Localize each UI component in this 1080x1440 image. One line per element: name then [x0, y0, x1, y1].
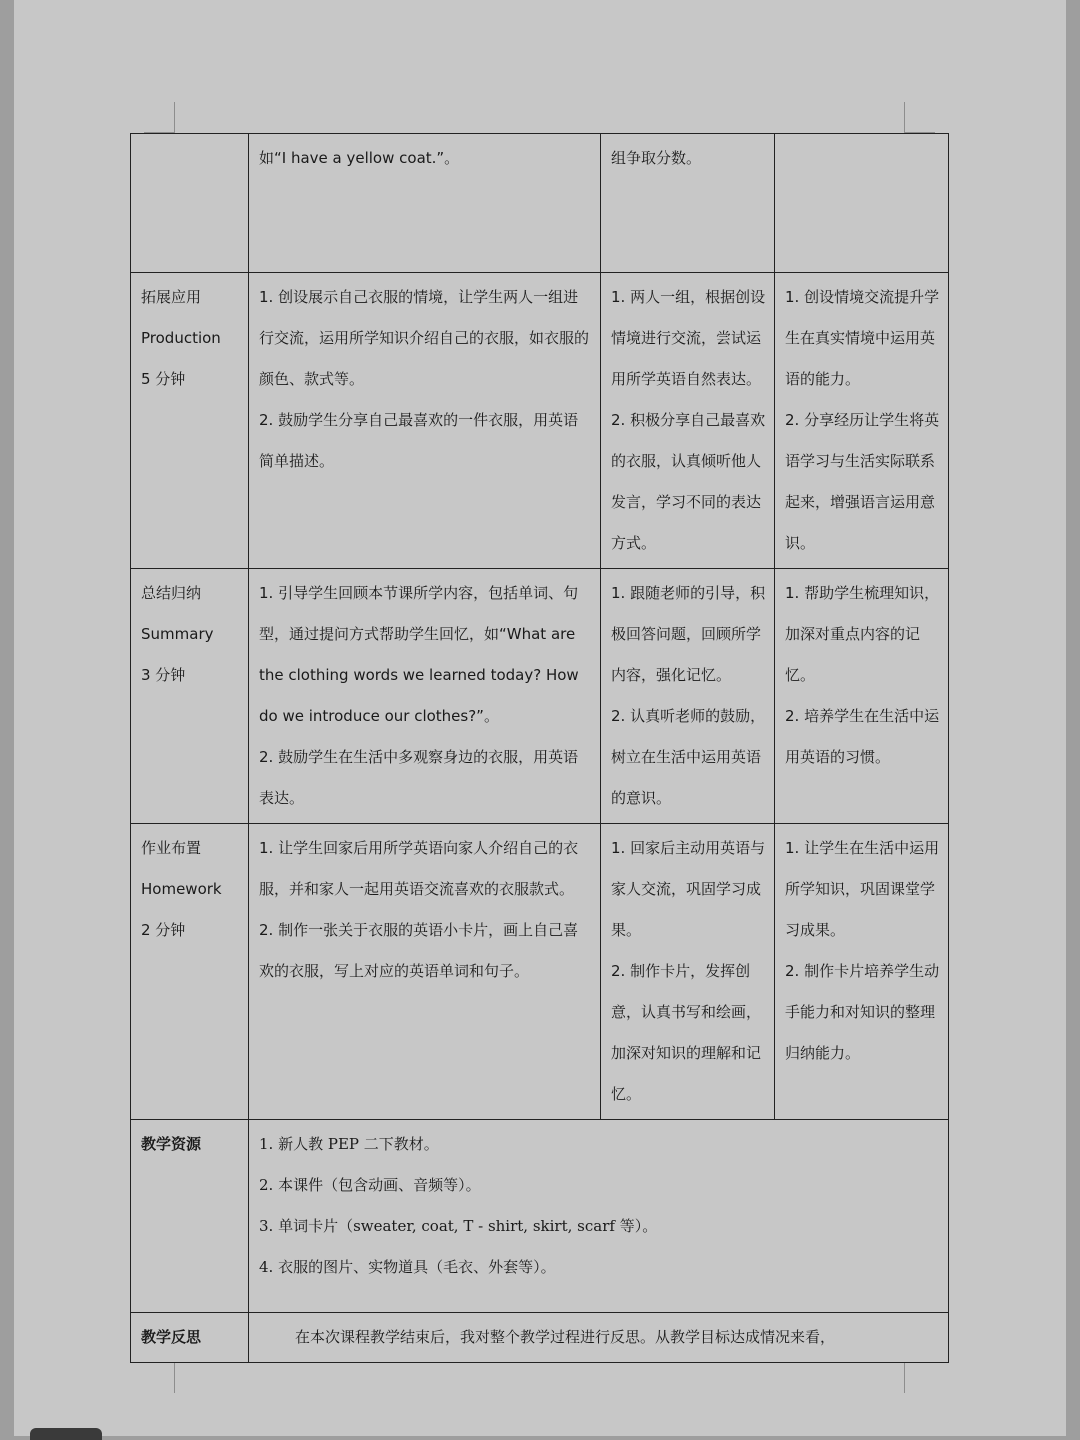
cell-text: 组争取分数。: [611, 149, 702, 167]
cell-text: 2. 认真听老师的鼓励，树立在生活中运用英语的意识。: [611, 707, 766, 807]
reflection-label-cell: [131, 1313, 249, 1363]
resources-label: 教学资源: [141, 1135, 202, 1153]
table-row-continued: [131, 134, 949, 273]
student-activity-cell: [601, 569, 775, 824]
resources-label-cell: [131, 1120, 249, 1313]
resource-item: 3. 单词卡片（sweater, coat, T - shirt, skirt, scarf 等）。: [259, 1217, 658, 1235]
stage-time: 2 分钟: [141, 921, 186, 939]
student-activity-cell: [601, 134, 775, 273]
crop-mark-bottom-right: [904, 1362, 935, 1393]
resource-item: 4. 衣服的图片、实物道具（毛衣、外套等）。: [259, 1258, 556, 1276]
teacher-activity-cell: [249, 569, 601, 824]
student-activity-cell: [601, 824, 775, 1120]
resources-content-cell: [249, 1120, 949, 1313]
resource-item: 1. 新人教 PEP 二下教材。: [259, 1135, 439, 1153]
stage-cell: [131, 824, 249, 1120]
teacher-activity-cell: [249, 134, 601, 273]
stage-title: 拓展应用: [141, 288, 202, 306]
cell-text: 2. 鼓励学生分享自己最喜欢的一件衣服，用英语简单描述。: [259, 411, 579, 470]
cell-text: 2. 鼓励学生在生活中多观察身边的衣服，用英语表达。: [259, 748, 579, 807]
cell-text: 2. 制作卡片，发挥创意，认真书写和绘画，加深对知识的理解和记忆。: [611, 962, 762, 1103]
cell-text: 1. 帮助学生梳理知识，加深对重点内容的记忆。: [785, 584, 940, 684]
table-row-summary: [131, 569, 949, 824]
student-activity-cell: [601, 273, 775, 569]
cell-text: 1. 让学生在生活中运用所学知识，巩固课堂学习成果。: [785, 839, 940, 939]
cell-text: 如“I have a yellow coat.”。: [259, 149, 460, 167]
cell-text: 2. 培养学生在生活中运用英语的习惯。: [785, 707, 940, 766]
stage-title-en: Homework: [141, 880, 222, 898]
cell-text: 2. 积极分享自己最喜欢的衣服，认真倾听他人发言，学习不同的表达方式。: [611, 411, 766, 552]
stage-cell: [131, 273, 249, 569]
teacher-activity-cell: [249, 273, 601, 569]
cell-text: 1. 跟随老师的引导，积极回答问题，回顾所学内容，强化记忆。: [611, 584, 766, 684]
stage-time: 5 分钟: [141, 370, 186, 388]
cell-text: 2. 制作一张关于衣服的英语小卡片，画上自己喜欢的衣服，写上对应的英语单词和句子。: [259, 921, 579, 980]
cell-text: 1. 引导学生回顾本节课所学内容，包括单词、句型，通过提问方式帮助学生回忆，如“What are the clothing words we learned today? How do we introduce our clothes?”。: [259, 584, 579, 725]
stage-time: 3 分钟: [141, 666, 186, 684]
crop-mark-bottom-left: [144, 1362, 175, 1393]
cell-text: 1. 创设展示自己衣服的情境，让学生两人一组进行交流，运用所学知识介绍自己的衣服，如衣服的颜色、款式等。: [259, 288, 590, 388]
reflection-text: 在本次课程教学结束后，我对整个教学过程进行反思。从教学目标达成情况来看，: [295, 1328, 836, 1346]
resource-item: 2. 本课件（包含动画、音频等）。: [259, 1176, 481, 1194]
bottom-toolbar-tab[interactable]: [30, 1428, 102, 1440]
lesson-plan-table: [130, 133, 949, 1363]
table-row-resources: [131, 1120, 949, 1313]
stage-title-en: Production: [141, 329, 221, 347]
stage-title: 作业布置: [141, 839, 202, 857]
cell-text: 2. 制作卡片培养学生动手能力和对知识的整理归纳能力。: [785, 962, 940, 1062]
cell-text: 1. 创设情境交流提升学生在真实情境中运用英语的能力。: [785, 288, 940, 388]
table-row-production: [131, 273, 949, 569]
crop-mark-top-left: [144, 102, 175, 133]
design-intent-cell: [775, 569, 949, 824]
stage-title-en: Summary: [141, 625, 214, 643]
teacher-activity-cell: [249, 824, 601, 1120]
crop-mark-top-right: [904, 102, 935, 133]
design-intent-cell: [775, 134, 949, 273]
table-row-homework: [131, 824, 949, 1120]
cell-text: 1. 两人一组，根据创设情境进行交流，尝试运用所学英语自然表达。: [611, 288, 766, 388]
cell-text: 1. 让学生回家后用所学英语向家人介绍自己的衣服，并和家人一起用英语交流喜欢的衣服款式。: [259, 839, 579, 898]
design-intent-cell: [775, 273, 949, 569]
table-row-reflection: [131, 1313, 949, 1363]
stage-title: 总结归纳: [141, 584, 202, 602]
cell-text: 1. 回家后主动用英语与家人交流，巩固学习成果。: [611, 839, 766, 939]
stage-cell: [131, 134, 249, 273]
cell-text: 2. 分享经历让学生将英语学习与生活实际联系起来，增强语言运用意识。: [785, 411, 940, 552]
reflection-content-cell: [249, 1313, 949, 1363]
design-intent-cell: [775, 824, 949, 1120]
stage-cell: [131, 569, 249, 824]
reflection-label: 教学反思: [141, 1328, 202, 1346]
